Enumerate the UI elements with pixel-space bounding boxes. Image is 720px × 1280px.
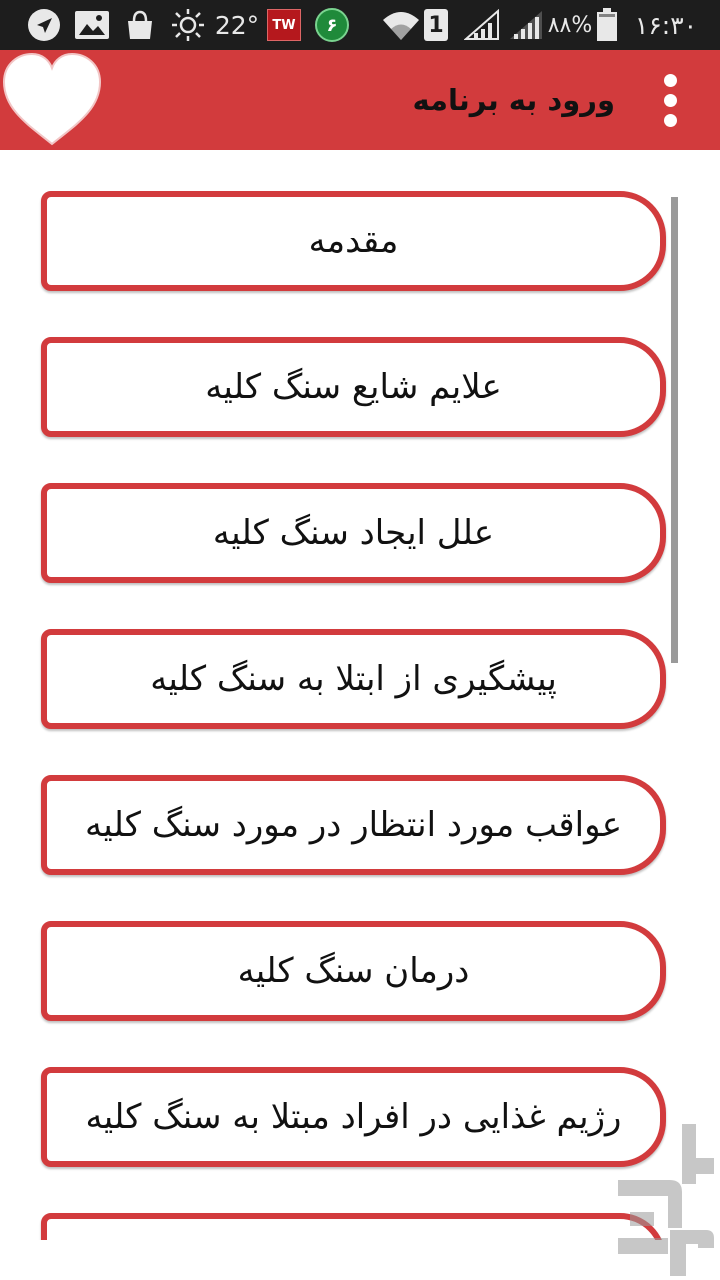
menu-item-diet[interactable] bbox=[41, 1067, 666, 1167]
menu-item-label: رژیم غذایی در افراد مبتلا به سنگ کلیه bbox=[85, 1097, 622, 1137]
scrollbar[interactable] bbox=[671, 197, 678, 663]
gallery-icon bbox=[72, 0, 112, 50]
weather-sun-icon bbox=[168, 0, 208, 50]
menu-item-label: علل ایجاد سنگ کلیه bbox=[212, 513, 495, 553]
menu-item-outcomes[interactable] bbox=[41, 775, 666, 875]
menu-item-treatment[interactable] bbox=[41, 921, 666, 1021]
shopping-bag-icon bbox=[120, 0, 160, 50]
heart-icon bbox=[0, 48, 104, 148]
signal-icon bbox=[462, 0, 502, 50]
menu-item-label: پیشگیری از ابتلا به سنگ کلیه bbox=[150, 659, 557, 699]
menu-item-partial[interactable] bbox=[41, 1213, 666, 1240]
signal-icon-2 bbox=[506, 0, 546, 50]
sim-slot-icon bbox=[422, 0, 450, 50]
menu-item-intro[interactable] bbox=[41, 191, 666, 291]
wifi-icon bbox=[380, 0, 422, 50]
battery-icon bbox=[594, 0, 620, 50]
menu-item-causes[interactable] bbox=[41, 483, 666, 583]
menu-item-label: مقدمه bbox=[308, 221, 399, 261]
store-logo-icon bbox=[610, 1118, 720, 1280]
status-bar bbox=[0, 0, 720, 50]
app-bar bbox=[0, 50, 720, 150]
menu-list[interactable] bbox=[0, 150, 720, 1240]
menu-item-label: عواقب مورد انتظار در مورد سنگ کلیه bbox=[85, 805, 622, 845]
menu-item-prevention[interactable] bbox=[41, 629, 666, 729]
notification-number: ۶ bbox=[315, 8, 349, 42]
clock: ۱۶:۳۰ bbox=[634, 10, 698, 40]
menu-item-label: علایم شایع سنگ کلیه bbox=[205, 367, 502, 407]
menu-item-label: درمان سنگ کلیه bbox=[237, 951, 470, 991]
notification-badge bbox=[312, 0, 352, 50]
temperature-text: 22° bbox=[214, 10, 260, 40]
app-title: ورود به برنامه bbox=[412, 83, 615, 117]
battery-percent: ۸۸% bbox=[547, 12, 593, 38]
more-vertical-icon[interactable] bbox=[654, 68, 688, 134]
navigation-icon bbox=[24, 0, 64, 50]
menu-item-symptoms[interactable] bbox=[41, 337, 666, 437]
tw-app-icon bbox=[266, 0, 302, 50]
sim-slot-number: 1 bbox=[424, 9, 448, 41]
tw-badge: TW bbox=[267, 9, 301, 41]
